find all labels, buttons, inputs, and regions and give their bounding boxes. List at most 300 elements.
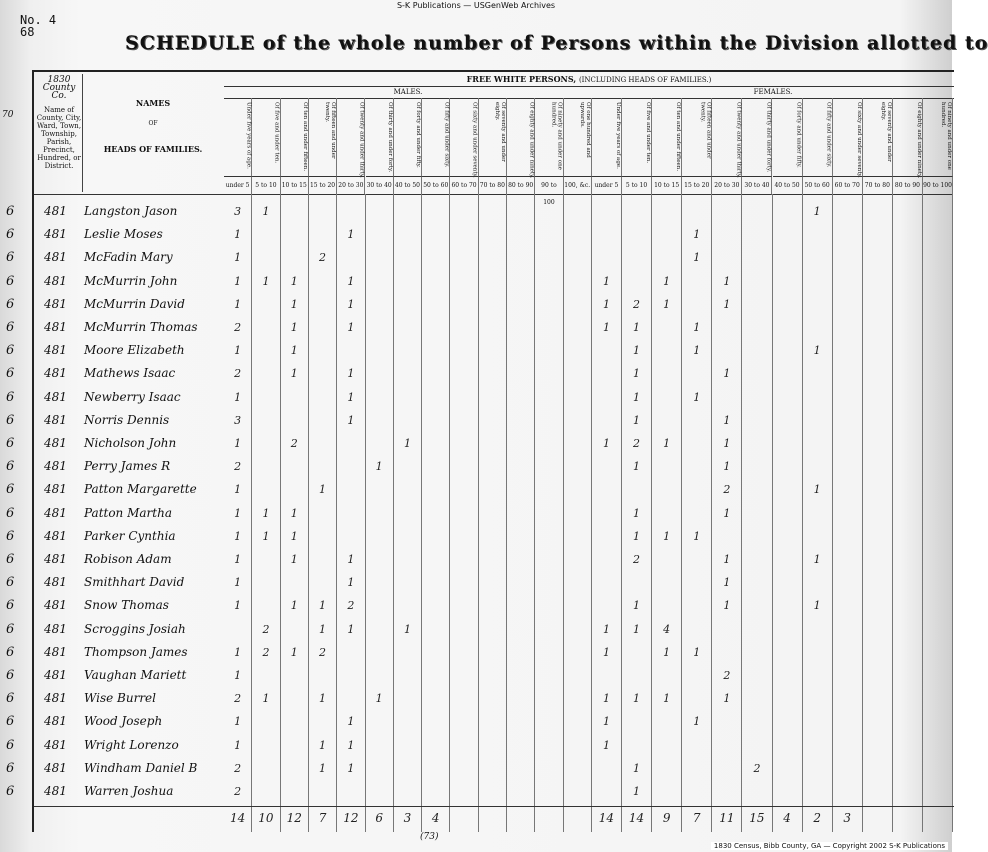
tally-cell <box>682 200 711 223</box>
page-number-line-2: 68 <box>20 25 35 39</box>
tally-cell: 1 <box>347 738 355 752</box>
tally-cell <box>742 594 771 617</box>
age-col-range-18: 30 to 40 <box>742 176 772 195</box>
tally-cell <box>309 548 336 571</box>
tally-cell <box>773 478 802 501</box>
tally-cell: 1 <box>813 599 821 613</box>
tally-cell <box>742 734 771 757</box>
tally-cell <box>652 780 681 803</box>
tally-cell: 1 <box>602 622 610 636</box>
age-col-range-15: 10 to 15 <box>652 176 682 195</box>
head-of-family-name: Mathews Isaac <box>84 366 176 381</box>
tally-cell <box>309 409 336 432</box>
total-cell: 12 <box>343 811 359 825</box>
schedule-title: SCHEDULE of the whole number of Persons within the Division allotted to <box>125 32 988 54</box>
tally-cell <box>622 641 651 664</box>
tally-cell <box>422 246 449 269</box>
tally-cell <box>507 432 534 455</box>
tally-cell <box>507 246 534 269</box>
tally-cell <box>863 734 892 757</box>
tally-cell <box>507 409 534 432</box>
total-cell: 11 <box>719 811 735 825</box>
tally-cell <box>394 409 421 432</box>
males-header: MALES. <box>224 86 592 99</box>
tally-cell <box>652 200 681 223</box>
tally-cell <box>479 223 506 246</box>
margin-number: 6 <box>6 296 15 312</box>
tally-cell <box>592 478 621 501</box>
table-row <box>6 641 954 664</box>
tally-cell: 1 <box>290 274 298 288</box>
tally-cell <box>742 386 771 409</box>
tally-cell <box>507 502 534 525</box>
tally-cell <box>507 780 534 803</box>
tally-cell <box>252 432 279 455</box>
tally-cell <box>535 687 562 710</box>
margin-number: 6 <box>6 552 15 567</box>
tally-cell <box>366 641 393 664</box>
tally-cell <box>281 664 308 687</box>
tally-cell <box>803 618 832 641</box>
tally-cell <box>252 734 279 757</box>
tally-cell <box>479 455 506 478</box>
tally-cell <box>366 200 393 223</box>
tally-cell <box>652 757 681 780</box>
head-of-family-name: Perry James R <box>84 459 171 474</box>
district-number: 481 <box>44 436 67 450</box>
tally-cell <box>742 780 771 803</box>
tally-cell <box>893 246 922 269</box>
tally-cell <box>479 780 506 803</box>
tally-cell <box>682 432 711 455</box>
tally-cell: 1 <box>663 437 671 450</box>
tally-cell <box>252 362 279 385</box>
tally-cell <box>833 316 862 339</box>
age-col-header-0: Under five years of age. <box>224 98 252 180</box>
table-row <box>6 293 954 316</box>
district-number: 481 <box>44 389 67 404</box>
tally-cell: 1 <box>602 645 610 659</box>
tally-cell <box>773 502 802 525</box>
district-number: 481 <box>44 227 67 242</box>
tally-cell <box>366 710 393 733</box>
tally-cell <box>281 571 308 594</box>
margin-number: 6 <box>6 482 15 498</box>
tally-cell <box>507 525 534 548</box>
tally-cell <box>742 362 771 385</box>
tally-cell <box>863 757 892 780</box>
tally-cell <box>564 664 591 687</box>
tally-cell <box>833 455 862 478</box>
age-col-header-18: Of thirty and under forty. <box>742 98 772 180</box>
tally-cell <box>337 339 364 362</box>
tally-cell <box>682 293 711 316</box>
age-col-range-5: 30 to 40 <box>366 176 394 195</box>
tally-cell: 1 <box>693 715 701 729</box>
tally-cell: 1 <box>633 390 641 404</box>
tally-cell <box>422 339 449 362</box>
tally-cell <box>712 618 741 641</box>
tally-cell: 1 <box>234 251 242 265</box>
district-number: 481 <box>44 760 67 775</box>
tally-cell: 1 <box>633 785 641 798</box>
tally-cell <box>773 386 802 409</box>
tally-cell <box>893 223 922 246</box>
age-col-header-21: Of sixty and under seventy. <box>833 98 863 180</box>
tally-cell <box>535 618 562 641</box>
tally-cell <box>803 571 832 594</box>
tally-cell <box>893 710 922 733</box>
names-header-1: NAMES <box>135 98 171 108</box>
district-number: 481 <box>44 598 67 613</box>
margin-number: 6 <box>6 668 15 683</box>
age-col-range-19: 40 to 50 <box>773 176 803 195</box>
tally-cell <box>893 525 922 548</box>
age-col-range-8: 60 to 70 <box>450 176 478 195</box>
tally-cell <box>450 780 477 803</box>
tally-cell <box>833 200 862 223</box>
tally-cell <box>422 270 449 293</box>
tally-cell <box>479 618 506 641</box>
tally-cell <box>773 571 802 594</box>
margin-number: 6 <box>6 320 15 335</box>
tally-cell <box>535 362 562 385</box>
tally-cell <box>450 270 477 293</box>
tally-cell <box>450 455 477 478</box>
tally-cell <box>252 594 279 617</box>
tally-cell <box>923 339 952 362</box>
tally-cell <box>366 223 393 246</box>
tally-cell: 1 <box>234 274 242 288</box>
tally-cell: 1 <box>633 692 641 706</box>
tally-cell <box>803 687 832 710</box>
tally-cell <box>682 502 711 525</box>
tally-cell <box>507 641 534 664</box>
tally-cell <box>450 502 477 525</box>
tally-cell: 1 <box>663 529 671 543</box>
table-row <box>6 618 954 641</box>
tally-cell <box>923 223 952 246</box>
tally-cell <box>535 780 562 803</box>
age-col-header-22: Of seventy and under eighty. <box>863 98 893 180</box>
district-number: 481 <box>44 366 67 381</box>
table-row <box>6 502 954 525</box>
tally-cell <box>592 386 621 409</box>
tally-cell <box>833 734 862 757</box>
free-white-header <box>224 72 954 87</box>
tally-cell: 1 <box>633 321 641 334</box>
district-number: 481 <box>44 575 67 590</box>
district-number: 481 <box>44 505 67 520</box>
tally-cell <box>773 594 802 617</box>
head-of-family-name: Vaughan Mariett <box>84 668 187 682</box>
tally-cell <box>394 571 421 594</box>
tally-cell <box>893 455 922 478</box>
tally-cell <box>622 710 651 733</box>
head-of-family-name: Smithhart David <box>84 575 185 590</box>
margin-number: 6 <box>6 459 15 475</box>
tally-cell <box>281 455 308 478</box>
tally-cell: 2 <box>723 669 731 682</box>
tally-cell: 1 <box>633 344 641 358</box>
total-cell: 3 <box>403 811 412 825</box>
head-of-family-name: Langston Jason <box>84 204 178 218</box>
tally-cell <box>309 525 336 548</box>
tally-cell <box>592 502 621 525</box>
tally-cell <box>742 409 771 432</box>
age-col-range-4: 20 to 30 <box>337 176 365 195</box>
tally-cell: 1 <box>319 599 327 613</box>
tally-cell <box>479 246 506 269</box>
age-col-range-23: 80 to 90 <box>893 176 923 195</box>
tally-cell <box>893 548 922 571</box>
tally-cell <box>535 200 562 223</box>
tally-cell <box>682 594 711 617</box>
tally-cell <box>773 293 802 316</box>
tally-cell <box>652 455 681 478</box>
tally-cell <box>535 571 562 594</box>
tally-cell: 1 <box>347 321 355 334</box>
age-col-header-14: Of five and under ten. <box>622 98 652 180</box>
tally-cell <box>422 316 449 339</box>
tally-cell <box>742 641 771 664</box>
tally-cell <box>712 641 741 664</box>
tally-cell <box>422 664 449 687</box>
tally-cell <box>682 548 711 571</box>
tally-cell <box>450 316 477 339</box>
age-col-header-8: Of sixty and under seventy. <box>450 98 478 180</box>
table-row <box>6 362 954 385</box>
tally-cell: 1 <box>723 460 731 474</box>
tally-cell <box>893 270 922 293</box>
tally-cell <box>863 618 892 641</box>
table-row <box>6 386 954 409</box>
tally-cell <box>422 780 449 803</box>
tally-cell <box>833 757 862 780</box>
tally-cell <box>366 246 393 269</box>
tally-cell <box>450 200 477 223</box>
tally-cell <box>394 548 421 571</box>
total-cell: 14 <box>230 811 246 825</box>
tally-cell <box>742 455 771 478</box>
tally-cell <box>281 757 308 780</box>
margin-number: 6 <box>6 250 15 266</box>
table-row <box>6 710 954 733</box>
tally-cell: 1 <box>262 506 270 520</box>
tally-cell <box>564 270 591 293</box>
head-of-family-name: Patton Martha <box>84 505 172 520</box>
table-row <box>6 200 954 223</box>
tally-cell <box>450 618 477 641</box>
tally-cell <box>394 455 421 478</box>
district-number: 481 <box>44 528 67 543</box>
tally-cell <box>309 293 336 316</box>
tally-cell <box>535 316 562 339</box>
tally-cell <box>863 687 892 710</box>
tally-cell <box>366 571 393 594</box>
tally-cell <box>309 502 336 525</box>
tally-cell <box>592 594 621 617</box>
tally-cell <box>923 270 952 293</box>
tally-cell <box>564 618 591 641</box>
table-row <box>6 270 954 293</box>
tally-cell <box>682 780 711 803</box>
tally-cell: 2 <box>347 599 355 613</box>
tally-cell <box>863 571 892 594</box>
age-col-header-5: Of thirty and under forty. <box>366 98 394 180</box>
tally-cell <box>252 548 279 571</box>
tally-cell: 2 <box>633 437 641 450</box>
tally-cell <box>366 339 393 362</box>
tally-cell <box>893 200 922 223</box>
tally-cell <box>592 339 621 362</box>
tally-cell <box>422 455 449 478</box>
tally-cell <box>366 386 393 409</box>
tally-cell <box>450 757 477 780</box>
tally-cell <box>366 594 393 617</box>
tally-cell <box>652 386 681 409</box>
tally-cell: 2 <box>234 761 242 775</box>
table-row <box>6 339 954 362</box>
left-header <box>34 72 224 195</box>
margin-number: 6 <box>6 227 15 243</box>
tally-cell: 1 <box>347 367 355 381</box>
tally-cell <box>252 293 279 316</box>
tally-cell <box>422 502 449 525</box>
tally-cell <box>923 548 952 571</box>
tally-cell <box>682 409 711 432</box>
tally-cell <box>833 710 862 733</box>
tally-cell: 1 <box>347 576 355 590</box>
tally-cell <box>682 757 711 780</box>
tally-cell <box>742 571 771 594</box>
tally-cell <box>281 409 308 432</box>
tally-cell <box>742 618 771 641</box>
tally-cell <box>252 455 279 478</box>
tally-cell: 1 <box>693 321 701 334</box>
district-number: 481 <box>44 784 67 798</box>
tally-cell <box>712 734 741 757</box>
tally-cell <box>592 757 621 780</box>
total-cell: 14 <box>628 811 645 825</box>
tally-cell: 1 <box>347 413 355 427</box>
tally-cell <box>535 409 562 432</box>
tally-cell <box>712 525 741 548</box>
total-cell: 3 <box>843 811 852 825</box>
tally-cell <box>652 409 681 432</box>
tally-cell: 1 <box>602 437 610 450</box>
tally-cell <box>773 270 802 293</box>
tally-cell <box>479 270 506 293</box>
tally-cell <box>281 246 308 269</box>
tally-cell <box>281 200 308 223</box>
tally-cell <box>394 293 421 316</box>
tally-cell <box>773 548 802 571</box>
head-of-family-name: Snow Thomas <box>84 598 169 613</box>
tally-cell: 1 <box>347 715 355 729</box>
margin-number: 6 <box>6 343 15 359</box>
tally-cell <box>803 734 832 757</box>
tally-cell <box>366 548 393 571</box>
tally-cell <box>366 478 393 501</box>
total-cell: 14 <box>598 811 615 825</box>
tally-cell <box>923 618 952 641</box>
head-of-family-name: Patton Margarette <box>84 482 197 497</box>
tally-cell <box>742 525 771 548</box>
tally-cell <box>923 432 952 455</box>
tally-cell <box>535 455 562 478</box>
tally-cell: 1 <box>813 205 821 218</box>
tally-cell <box>535 525 562 548</box>
tally-cell <box>422 293 449 316</box>
tally-cell <box>803 270 832 293</box>
tally-cell <box>773 200 802 223</box>
tally-cell: 1 <box>663 692 671 706</box>
tally-cell <box>535 710 562 733</box>
tally-cell <box>479 409 506 432</box>
tally-cell <box>833 687 862 710</box>
tally-cell <box>450 246 477 269</box>
tally-cell: 2 <box>633 553 641 566</box>
tally-cell <box>450 339 477 362</box>
table-row <box>6 525 954 548</box>
tally-cell <box>833 432 862 455</box>
tally-cell <box>281 734 308 757</box>
age-col-range-10: 80 to 90 <box>507 176 535 195</box>
tally-cell <box>337 780 364 803</box>
total-cell: 10 <box>258 811 274 825</box>
tally-cell <box>592 200 621 223</box>
tally-cell: 1 <box>347 622 355 636</box>
tally-cell <box>479 316 506 339</box>
total-cell <box>479 807 506 830</box>
tally-cell <box>712 223 741 246</box>
tally-cell <box>535 270 562 293</box>
tally-cell <box>923 594 952 617</box>
tally-cell: 1 <box>347 297 355 311</box>
tally-cell <box>337 432 364 455</box>
tally-cell: 2 <box>723 483 731 497</box>
tally-cell: 1 <box>347 761 355 775</box>
tally-cell <box>652 571 681 594</box>
head-of-family-name: Nicholson John <box>84 436 177 450</box>
head-of-family-name: Wright Lorenzo <box>84 737 179 752</box>
tally-cell <box>863 270 892 293</box>
age-col-header-9: Of seventy and under eighty. <box>479 98 507 180</box>
tally-cell <box>422 757 449 780</box>
tally-cell <box>535 432 562 455</box>
district-number: 481 <box>44 552 67 566</box>
tally-cell: 1 <box>693 645 701 659</box>
tally-cell <box>833 571 862 594</box>
tally-cell <box>923 710 952 733</box>
tally-cell <box>252 223 279 246</box>
head-of-family-name: McMurrin John <box>84 273 178 288</box>
tally-cell <box>564 734 591 757</box>
total-cell: 4 <box>431 811 440 825</box>
tally-cell: 1 <box>290 529 298 543</box>
total-cell <box>863 807 892 830</box>
tally-cell <box>833 780 862 803</box>
tally-cell: 1 <box>723 437 731 450</box>
age-col-range-21: 60 to 70 <box>833 176 863 195</box>
tally-cell <box>366 270 393 293</box>
tally-cell <box>923 734 952 757</box>
tally-cell <box>893 734 922 757</box>
tally-cell <box>773 246 802 269</box>
tally-cell <box>337 246 364 269</box>
tally-cell <box>803 455 832 478</box>
